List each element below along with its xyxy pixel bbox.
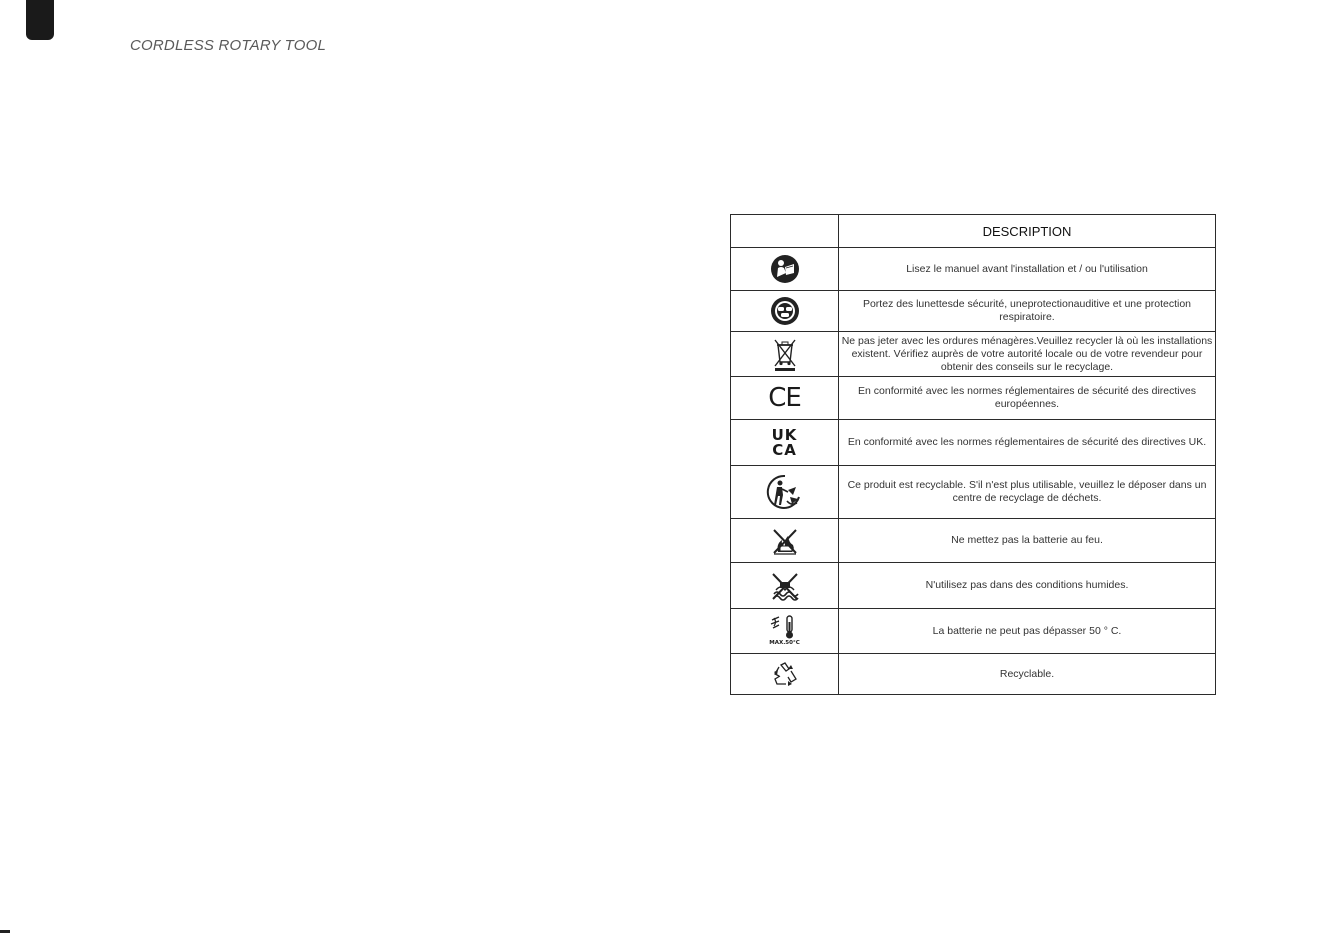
page-corner-tab	[26, 0, 54, 40]
read-manual-icon	[770, 254, 800, 284]
document-title: CORDLESS ROTARY TOOL	[130, 37, 326, 54]
ukca-mark-icon	[731, 425, 838, 459]
ukca-mark-top: UK	[771, 425, 798, 444]
table-row	[731, 291, 1216, 332]
table-row	[731, 563, 1216, 609]
triman-recycle-icon	[766, 473, 804, 511]
row-description: Recyclable.	[839, 654, 1216, 695]
row-description: La batterie ne peut pas dépasser 50 ° C.	[839, 609, 1216, 654]
table-header-row	[731, 215, 1216, 248]
recycle-icon	[771, 660, 799, 688]
table-row	[731, 377, 1216, 420]
thermometer-icon	[768, 614, 802, 640]
max-temperature-label: MAX.50°C	[769, 639, 800, 646]
ukca-mark-bottom: CA	[772, 440, 797, 459]
table-row	[731, 248, 1216, 291]
table-row	[731, 654, 1216, 695]
table-row	[731, 332, 1216, 377]
ce-mark-icon: CE	[768, 383, 801, 413]
table-row	[731, 519, 1216, 563]
row-description: Ce produit est recyclable. S'il n'est plus utilisable, veuillez le déposer dans un centre de recyclage de déchets.	[839, 466, 1216, 519]
max-temperature-icon	[768, 614, 802, 646]
row-description: En conformité avec les normes réglementaires de sécurité des directives européennes.	[839, 377, 1216, 420]
protective-gear-icon	[770, 296, 800, 326]
row-description: Ne mettez pas la batterie au feu.	[839, 519, 1216, 563]
table-row	[731, 609, 1216, 654]
symbol-table	[730, 214, 1216, 695]
table-row	[731, 420, 1216, 466]
row-description: Portez des lunettesde sécurité, uneprotectionauditive et une protection respiratoire.	[839, 291, 1216, 332]
crossed-out-bin-icon	[772, 337, 798, 371]
row-description: Lisez le manuel avant l'installation et / ou l'utilisation	[839, 248, 1216, 291]
no-fire-icon	[770, 526, 800, 556]
row-description: N'utilisez pas dans des conditions humides.	[839, 563, 1216, 609]
row-description: Ne pas jeter avec les ordures ménagères.Veuillez recycler là où les installations existent. Vérifiez auprès de votre autorité locale ou de votre revendeur pour obtenir des conseils sur le recyclage.	[839, 332, 1216, 377]
table-row	[731, 466, 1216, 519]
no-water-icon	[769, 570, 801, 602]
icon-column-header	[731, 215, 839, 248]
description-column-header: DESCRIPTION	[839, 215, 1216, 248]
row-description: En conformité avec les normes réglementaires de sécurité des directives UK.	[839, 420, 1216, 466]
